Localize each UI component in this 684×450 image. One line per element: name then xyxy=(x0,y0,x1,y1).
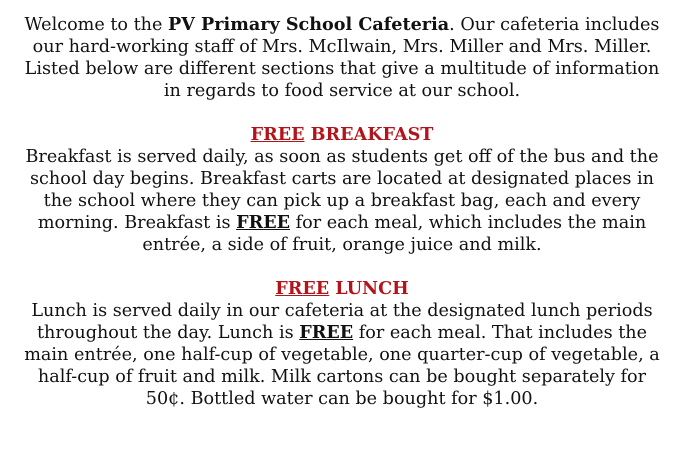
lunch-heading-label: LUNCH xyxy=(329,278,409,299)
lunch-line-3: main entrée, one half-cup of vegetable, one quarter-cup of vegetable, a xyxy=(24,345,660,365)
breakfast-heading-label: BREAKFAST xyxy=(304,124,434,145)
lunch-heading xyxy=(0,278,684,300)
breakfast-line-3: the school where they can pick up a breakfast bag, each and every xyxy=(43,191,641,211)
intro-paragraph xyxy=(0,14,684,102)
intro-line-3: Listed below are different sections that give a multitude of information xyxy=(24,59,660,79)
lunch-paragraph xyxy=(0,300,684,410)
breakfast-line-5: entrée, a side of fruit, orange juice and milk. xyxy=(142,235,542,255)
intro-line-2: our hard-working staff of Mrs. McIlwain, Mrs. Miller and Mrs. Miller. xyxy=(32,37,652,57)
lunch-heading-free: FREE xyxy=(275,278,330,299)
breakfast-line-1: Breakfast is served daily, as soon as students get off of the bus and the xyxy=(25,147,659,167)
breakfast-heading xyxy=(0,124,684,146)
lunch-line-4: half-cup of fruit and milk. Milk cartons can be bought separately for xyxy=(37,367,647,387)
lunch-line-1: Lunch is served daily in our cafeteria at the designated lunch periods xyxy=(31,301,653,321)
breakfast-line-2: school day begins. Breakfast carts are located at designated places in xyxy=(30,169,654,189)
breakfast-free-emphasis: FREE xyxy=(236,212,291,233)
lunch-free-emphasis: FREE xyxy=(299,322,354,343)
lunch-line-2: throughout the day. Lunch is FREE for each meal. That includes the xyxy=(36,322,648,343)
breakfast-heading-free: FREE xyxy=(250,124,305,145)
breakfast-paragraph xyxy=(0,146,684,256)
intro-line-4: in regards to food service at our school. xyxy=(163,81,521,101)
breakfast-line-4: morning. Breakfast is FREE for each meal, which includes the main xyxy=(37,212,647,233)
intro-line-1: Welcome to the PV Primary School Cafeteria. Our cafeteria includes xyxy=(24,14,660,35)
lunch-line-5: 50¢. Bottled water can be bought for $1.00. xyxy=(145,389,539,409)
school-cafeteria-name: PV Primary School Cafeteria xyxy=(168,14,450,35)
